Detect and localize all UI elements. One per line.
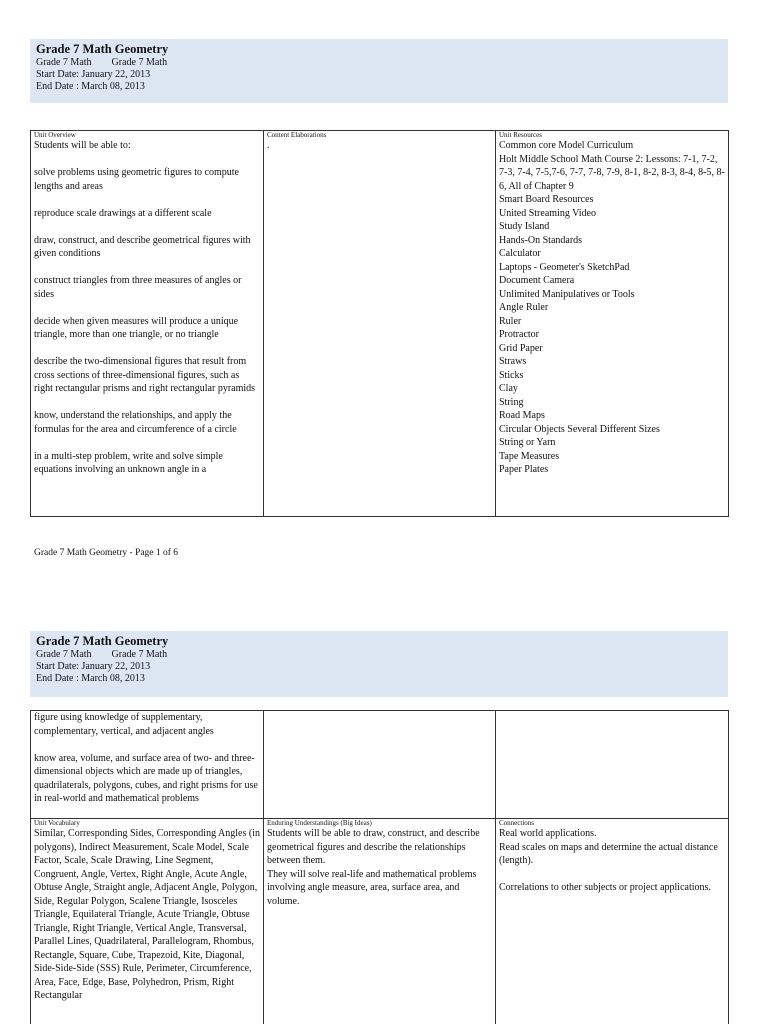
page1-unit-table [30, 130, 729, 517]
overview-item: reproduce scale drawings at a different scale [34, 207, 212, 219]
connections-line: Read scales on maps and determine the actual distance (length). [499, 841, 718, 866]
resource-item: Tape Measures [499, 450, 560, 462]
page2-start-date: Start Date: January 22, 2013 [36, 661, 151, 672]
table-row [31, 131, 729, 517]
page1-start-date: Start Date: January 22, 2013 [36, 69, 151, 80]
resource-item: Road Maps [499, 410, 545, 421]
table-row [31, 819, 729, 1024]
connections-cell [496, 819, 729, 1024]
content-elaborations-text: . [267, 140, 270, 151]
page2-grade-b: Grade 7 Math [111, 649, 168, 660]
resource-item: Study Island [499, 221, 550, 232]
overview-intro: Students will be able to: [34, 140, 131, 151]
page2-grade-line [36, 649, 722, 661]
page1-end-date: End Date : March 08, 2013 [36, 81, 145, 92]
resource-item: String [499, 396, 524, 408]
resource-item: Hands-On Standards [499, 234, 583, 246]
page1-title: Grade 7 Math Geometry [36, 42, 169, 56]
resource-item: Smart Board Resources [499, 194, 594, 205]
unit-overview-cell [31, 131, 264, 517]
unit-vocabulary-caption: Unit Vocabulary [34, 819, 80, 827]
page1-footer: Grade 7 Math Geometry - Page 1 of 6 [34, 548, 179, 558]
overview-item: know area, volume, and surface area of two- and three-dimensional objects which are made up of triangles, quadrilaterals, polygons, cubes, and right prisms for use in real-world and mathematical problems [34, 752, 258, 804]
unit-resources-caption: Unit Resources [499, 131, 542, 139]
overview-item: construct triangles from three measures of angles or sides [34, 275, 242, 300]
page2-grade-a: Grade 7 Math [36, 649, 92, 660]
resource-item: Paper Plates [499, 464, 549, 475]
resource-item: Common core Model Curriculum [499, 140, 634, 151]
connections-line: Real world applications. [499, 828, 597, 839]
resource-item: Grid Paper [499, 342, 543, 354]
page1-header [30, 39, 728, 103]
page1-grade-a: Grade 7 Math [36, 57, 92, 68]
page1-grade-line [36, 57, 722, 69]
overview-item: decide when given measures will produce a unique triangle, more than one triangle, or no triangle [34, 315, 239, 340]
enduring-understandings-cell [264, 819, 496, 1024]
overview-item: figure using knowledge of supplementary, complementary, vertical, and adjacent angles [34, 712, 214, 737]
resource-item: Unlimited Manipulatives or Tools [499, 288, 635, 300]
overview-item: know, understand the relationships, and apply the formulas for the area and circumference of a circle [34, 410, 237, 435]
resource-item: Ruler [499, 315, 522, 327]
page1-grade-b: Grade 7 Math [111, 57, 168, 68]
connections-caption: Connections [499, 819, 534, 827]
resource-item: Circular Objects Several Different Sizes [499, 423, 660, 435]
resource-item: Protractor [499, 329, 539, 340]
unit-vocabulary-text: Similar, Corresponding Sides, Corresponding Angles (in polygons), Indirect Measurement, Scale Model, Scale Factor, Scale, Scale Drawing, Line Segment, Congruent, Angle, Vertex, Right Angle, Acute Angle, Obtuse Angle, Straight angle, Adjacent Angle, Polygon, Side, Regular Polygon, Scalene Triangle, Isosceles Triangle, Equilateral Triangle, Acute Triangle, Obtuse Triangle, Right Triangle, Vertical Angle, Transversal, Parallel Lines, Quadrilateral, Parallelogram, Rhombus, Rectangle, Square, Cube, Trapezoid, Kite, Diagonal, Side-Side-Side (SSS) Rule, Perimeter, Circumference, Area, Face, Edge, Base, Polyhedron, Prism, Right Rectangular [34, 828, 260, 1001]
enduring-line: They will solve real-life and mathematical problems involving angle measure, area, surface area, and volume. [267, 868, 477, 907]
enduring-understandings-caption: Enduring Understandings (Big Ideas) [267, 819, 372, 827]
connections-line: Correlations to other subjects or project applications. [499, 882, 711, 893]
unit-vocabulary-cell [31, 819, 264, 1024]
content-elaborations-caption: Content Elaborations [267, 131, 327, 139]
resource-item: United Streaming Video [499, 207, 596, 219]
empty-cell [496, 711, 729, 819]
page2-end-date: End Date : March 08, 2013 [36, 673, 145, 684]
overview-item: solve problems using geometric figures to compute lengths and areas [34, 167, 239, 192]
overview-item: draw, construct, and describe geometrical figures with given conditions [34, 234, 251, 259]
empty-cell [264, 711, 496, 819]
resource-item: Clay [499, 383, 518, 394]
unit-resources-cell [496, 131, 729, 517]
overview-item: describe the two-dimensional figures that result from cross sections of three-dimensional figures, such as right rectangular prisms and right rectangular pyramids [34, 356, 256, 394]
table-row [31, 711, 729, 819]
enduring-line: Students will be able to draw, construct, and describe geometrical figures and describe the relationships between them. [267, 828, 480, 866]
resource-item: String or Yarn [499, 437, 556, 448]
resource-item: Document Camera [499, 275, 575, 286]
page2-header [30, 631, 728, 697]
resource-item: Angle Ruler [499, 302, 549, 313]
overview-continued-cell [31, 711, 264, 819]
content-elaborations-cell [264, 131, 496, 517]
resource-item: Holt Middle School Math Course 2: Lessons: 7-1, 7-2, 7-3, 7-4, 7-5,7-6, 7-7, 7-8, 7-9, 8-1, 8-2, 8-3, 8-4, 8-5, 8-6, All of Chapter 9 [499, 153, 725, 192]
page2-title: Grade 7 Math Geometry [36, 634, 169, 648]
unit-overview-caption: Unit Overview [34, 131, 76, 139]
page2-unit-table [30, 710, 729, 1024]
resource-item: Calculator [499, 248, 541, 259]
overview-item: in a multi-step problem, write and solve simple equations involving an unknown angle in a [34, 450, 223, 475]
resource-item: Straws [499, 356, 527, 367]
resource-item: Laptops - Geometer's SketchPad [499, 261, 630, 273]
resource-item: Sticks [499, 369, 524, 381]
